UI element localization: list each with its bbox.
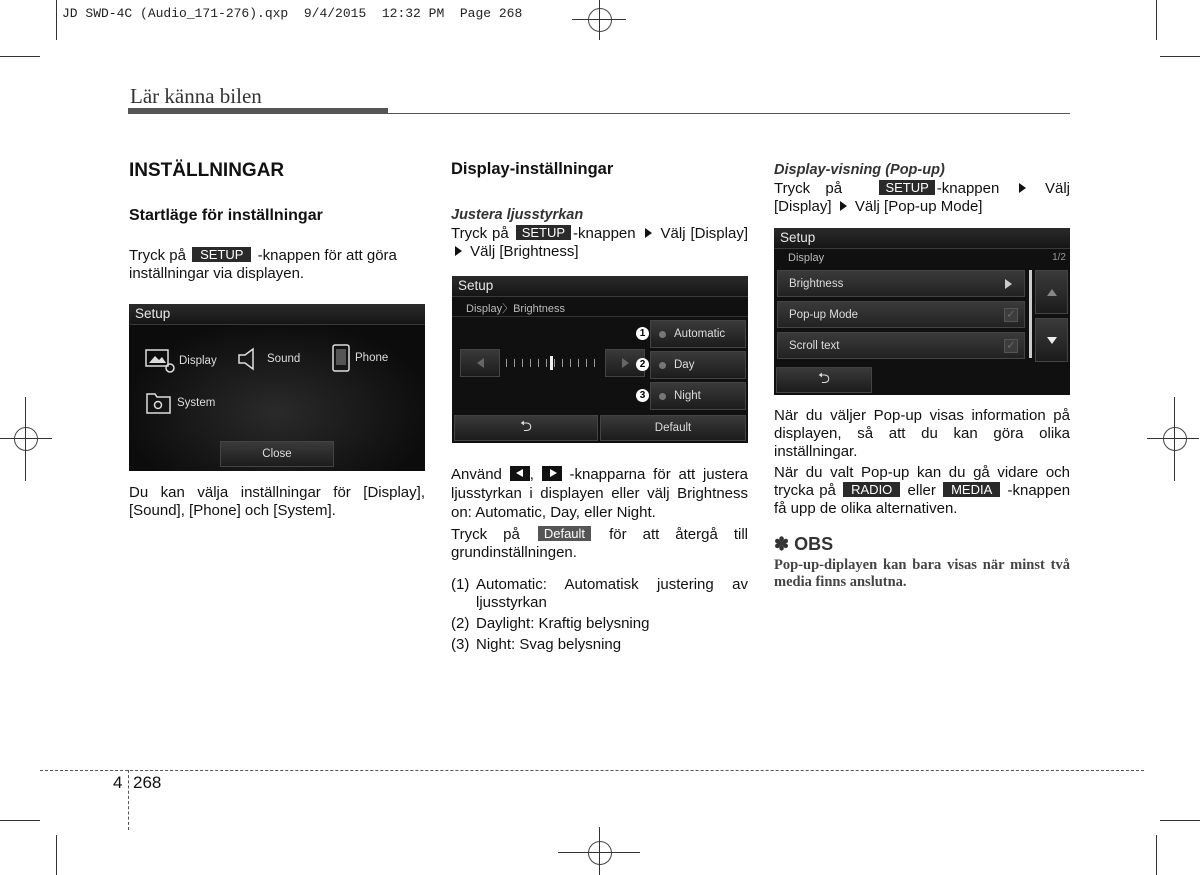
chapter-number: 4 <box>113 773 123 792</box>
radio-dot-icon <box>659 362 666 369</box>
running-head: Lär känna bilen <box>130 84 262 108</box>
menu-display[interactable]: Display <box>145 348 217 374</box>
media-key-label: MEDIA <box>943 482 1000 497</box>
folder-gear-icon <box>145 390 173 416</box>
right-arrow-button-icon <box>542 466 562 481</box>
list-item: (1) Automatic: Automatisk justering av ljusstyrkan <box>451 576 748 611</box>
display-icon <box>145 348 177 374</box>
subheading-brightness: Justera ljusstyrkan <box>451 207 584 223</box>
close-button[interactable]: Close <box>220 441 334 467</box>
list-item: (3) Night: Svag belysning <box>451 636 622 653</box>
column-3-lower <box>774 407 1070 591</box>
paragraph-popup-path: Tryck på SETUP -knappen Välj [Display] Välj [Pop-up Mode] <box>774 180 1071 215</box>
column-1 <box>129 160 425 283</box>
paragraph-intro: Tryck på SETUP -knappen för att göra inställningar via displayen. <box>129 247 397 282</box>
column-3 <box>774 162 1070 216</box>
paragraph-popup-info: När du väljer Pop-up visas information på displayen, så att du kan göra olika inställningar. <box>774 407 1070 460</box>
setup-key-label: SETUP <box>192 247 251 262</box>
checkbox-icon[interactable] <box>1004 339 1018 353</box>
arrow-right-icon <box>455 246 462 256</box>
screen-subtitle: Display <box>788 252 825 264</box>
radio-key-label: RADIO <box>843 482 900 497</box>
arrow-right-icon <box>1005 279 1012 289</box>
footer-rule <box>40 770 1144 771</box>
paragraph-default: Tryck på Default för att återgå till grundinställningen. <box>451 526 749 561</box>
scroll-down-button[interactable] <box>1035 318 1068 362</box>
back-arrow-icon: ⮌ <box>519 417 532 435</box>
row-popup-mode[interactable]: Pop-up Mode ✓ <box>777 301 1025 328</box>
scroll-up-button[interactable] <box>1035 270 1068 314</box>
section-heading-display: Display-inställningar <box>451 160 614 178</box>
slider-left-button[interactable] <box>460 349 500 377</box>
registration-mark-top <box>588 8 612 32</box>
scrollbar[interactable] <box>1029 270 1032 358</box>
screen-title: Setup <box>129 304 425 325</box>
page-indicator: 1/2 <box>1052 252 1066 263</box>
back-button[interactable] <box>454 415 598 441</box>
column-2-lower <box>451 465 748 654</box>
running-head-rule-thin <box>388 113 1070 114</box>
print-header: JD SWD-4C (Audio_171-276).qxp 9/4/2015 12:32 PM Page 268 <box>62 6 523 21</box>
arrow-down-icon <box>1047 337 1057 344</box>
setup-key-label: SETUP <box>516 225 571 240</box>
brightness-slider[interactable] <box>506 356 602 370</box>
option-automatic[interactable]: 1 Automatic <box>636 320 746 348</box>
paragraph-radio-media: När du valt Pop-up kan du gå vidare och trycka på RADIO eller MEDIA -knappen få upp de olika alternativen. <box>774 464 1071 517</box>
section-heading: INSTÄLLNINGAR <box>129 160 285 181</box>
phone-icon <box>331 344 351 372</box>
default-button[interactable]: Default <box>600 415 746 441</box>
back-arrow-icon: ⮌ <box>817 369 830 387</box>
callout-number: 1 <box>636 327 649 340</box>
note-text: Pop-up-diplayen kan bara visas när minst två media finns anslutna. <box>774 557 1070 590</box>
running-head-rule-thick <box>128 108 388 114</box>
note-heading: ✽ OBS <box>774 534 834 554</box>
back-button[interactable] <box>776 367 872 393</box>
arrow-right-icon <box>645 228 652 238</box>
default-key-label: Default <box>538 526 591 541</box>
radio-dot-icon <box>659 393 666 400</box>
column-2 <box>451 160 748 261</box>
arrow-up-icon <box>1047 289 1057 296</box>
paragraph-options: Du kan välja inställningar för [Display], [Sound], [Phone] och [System]. <box>129 484 425 519</box>
menu-sound[interactable]: Sound <box>237 346 300 372</box>
setup-screen <box>129 304 425 471</box>
option-day[interactable]: 2 Day <box>636 351 746 379</box>
brightness-list <box>451 576 748 654</box>
list-item: (2) Daylight: Kraftig belysning <box>451 615 650 632</box>
paragraph-use-buttons: Använd , -knapparna för att justera ljusstyrkan i displayen eller välj Brightness on: Automatic, Day, eller Night. <box>451 466 748 521</box>
screen-title: Setup <box>774 228 1070 249</box>
registration-mark-bottom <box>588 841 612 865</box>
checkbox-icon[interactable] <box>1004 308 1018 322</box>
menu-system[interactable]: System <box>145 390 215 416</box>
registration-mark-right <box>1163 427 1187 451</box>
left-arrow-button-icon <box>510 466 530 481</box>
brightness-screen <box>452 276 748 443</box>
popup-screen <box>774 228 1070 395</box>
registration-mark-left <box>14 427 38 451</box>
row-brightness[interactable]: Brightness <box>777 270 1025 297</box>
radio-dot-icon <box>659 331 666 338</box>
subheading: Startläge för inställningar <box>129 207 323 224</box>
callout-number: 2 <box>636 358 649 371</box>
menu-phone[interactable]: Phone <box>331 344 388 372</box>
callout-number: 3 <box>636 389 649 402</box>
page-number: 268 <box>133 773 162 792</box>
row-scroll-text[interactable]: Scroll text ✓ <box>777 332 1025 359</box>
footer-divider <box>128 770 129 830</box>
option-night[interactable]: 3 Night <box>636 382 746 410</box>
setup-key-label: SETUP <box>879 180 934 195</box>
speaker-icon <box>237 346 261 372</box>
slider-thumb[interactable] <box>550 356 553 370</box>
paragraph-brightness-path: Tryck på SETUP -knappen Välj [Display] Välj [Brightness] <box>451 225 748 260</box>
breadcrumb: Display〉Brightness <box>466 303 566 315</box>
subheading-popup: Display-visning (Pop-up) <box>774 162 945 178</box>
screen-title: Setup <box>452 276 748 297</box>
arrow-right-icon <box>1019 183 1026 193</box>
arrow-right-icon <box>840 201 847 211</box>
